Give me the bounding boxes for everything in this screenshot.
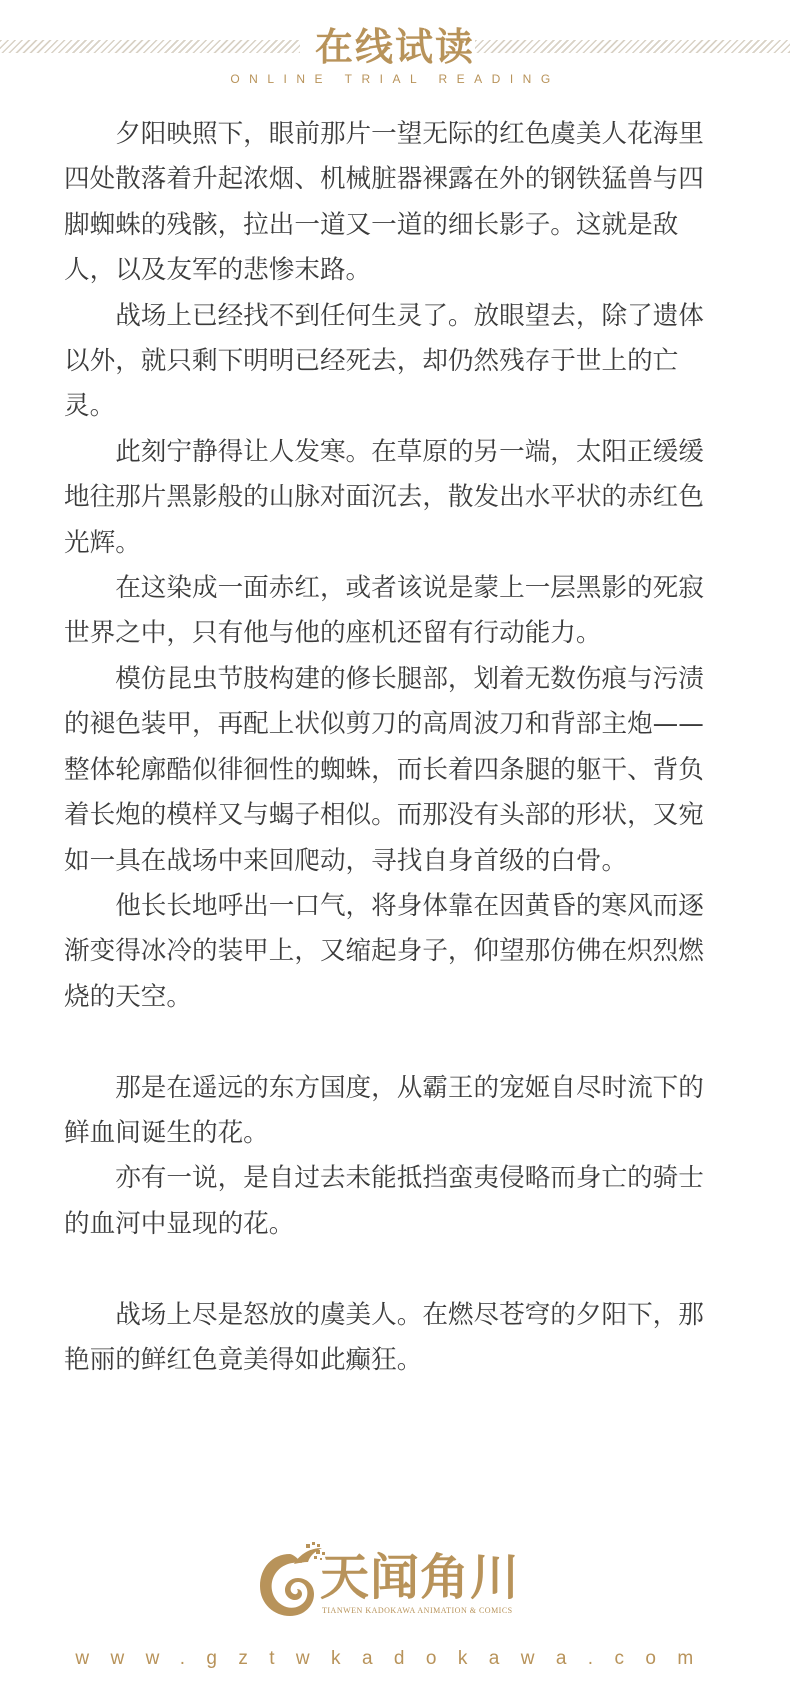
website-url: www.gztwkadokawa.com <box>75 1648 715 1669</box>
header <box>0 0 790 100</box>
swirl-bird-logo-icon <box>250 1540 328 1622</box>
publisher-logo <box>250 1540 550 1630</box>
paragraph-spacer <box>64 1247 726 1292</box>
paragraph: 在这染成一面赤红，或者该说是蒙上一层黑影的死寂世界之中，只有他与他的座机还留有行动能力。 <box>64 573 704 649</box>
paragraph: 夕阳映照下，眼前那片一望无际的红色虞美人花海里四处散落着升起浓烟、机械脏器裸露在外的钢铁猛兽与四脚蜘蛛的残骸，拉出一道又一道的细长影子。这就是敌人，以及友军的悲惨末路。 <box>64 119 704 286</box>
paragraph-spacer <box>64 1020 726 1065</box>
logo-tagline: TIANWEN KADOKAWA ANIMATION & COMICS <box>322 1606 513 1615</box>
paragraph: 此刻宁静得让人发寒。在草原的另一端，太阳正缓缓地往那片黑影般的山脉对面沉去，散发出水平状的赤红色光辉。 <box>64 436 704 558</box>
article-body <box>64 112 726 1383</box>
paragraph: 亦有一说，是自过去未能抵挡蛮夷侵略而身亡的骑士的血河中显现的花。 <box>64 1163 704 1239</box>
paragraph: 模仿昆虫节肢构建的修长腿部，划着无数伤痕与污渍的褪色装甲，再配上状似剪刀的高周波刀和背部主炮——整体轮廓酷似徘徊性的蜘蛛，而长着四条腿的躯干、背负着长炮的模样又与蝎子相似。而那没有头部的形状，又宛如一具在战场中来回爬动，寻找自身首级的白骨。 <box>64 663 704 876</box>
paragraph: 他长长地呼出一口气，将身体靠在因黄昏的寒风而逐渐变得冰冷的装甲上，又缩起身子，仰望那仿佛在炽烈燃烧的天空。 <box>64 890 704 1012</box>
paragraph: 战场上尽是怒放的虞美人。在燃尽苍穹的夕阳下，那艳丽的鲜红色竟美得如此癫狂。 <box>64 1299 704 1375</box>
logo-wordmark: 天闻角川 <box>320 1549 521 1606</box>
page-subtitle: ONLINE TRIAL READING <box>230 72 560 86</box>
paragraph: 那是在遥远的东方国度，从霸王的宠姬自尽时流下的鲜血间诞生的花。 <box>64 1072 704 1148</box>
paragraph: 战场上已经找不到任何生灵了。放眼望去，除了遗体以外，就只剩下明明已经死去，却仍然残存于世上的亡灵。 <box>64 300 704 422</box>
page-title: 在线试读 <box>314 24 475 69</box>
